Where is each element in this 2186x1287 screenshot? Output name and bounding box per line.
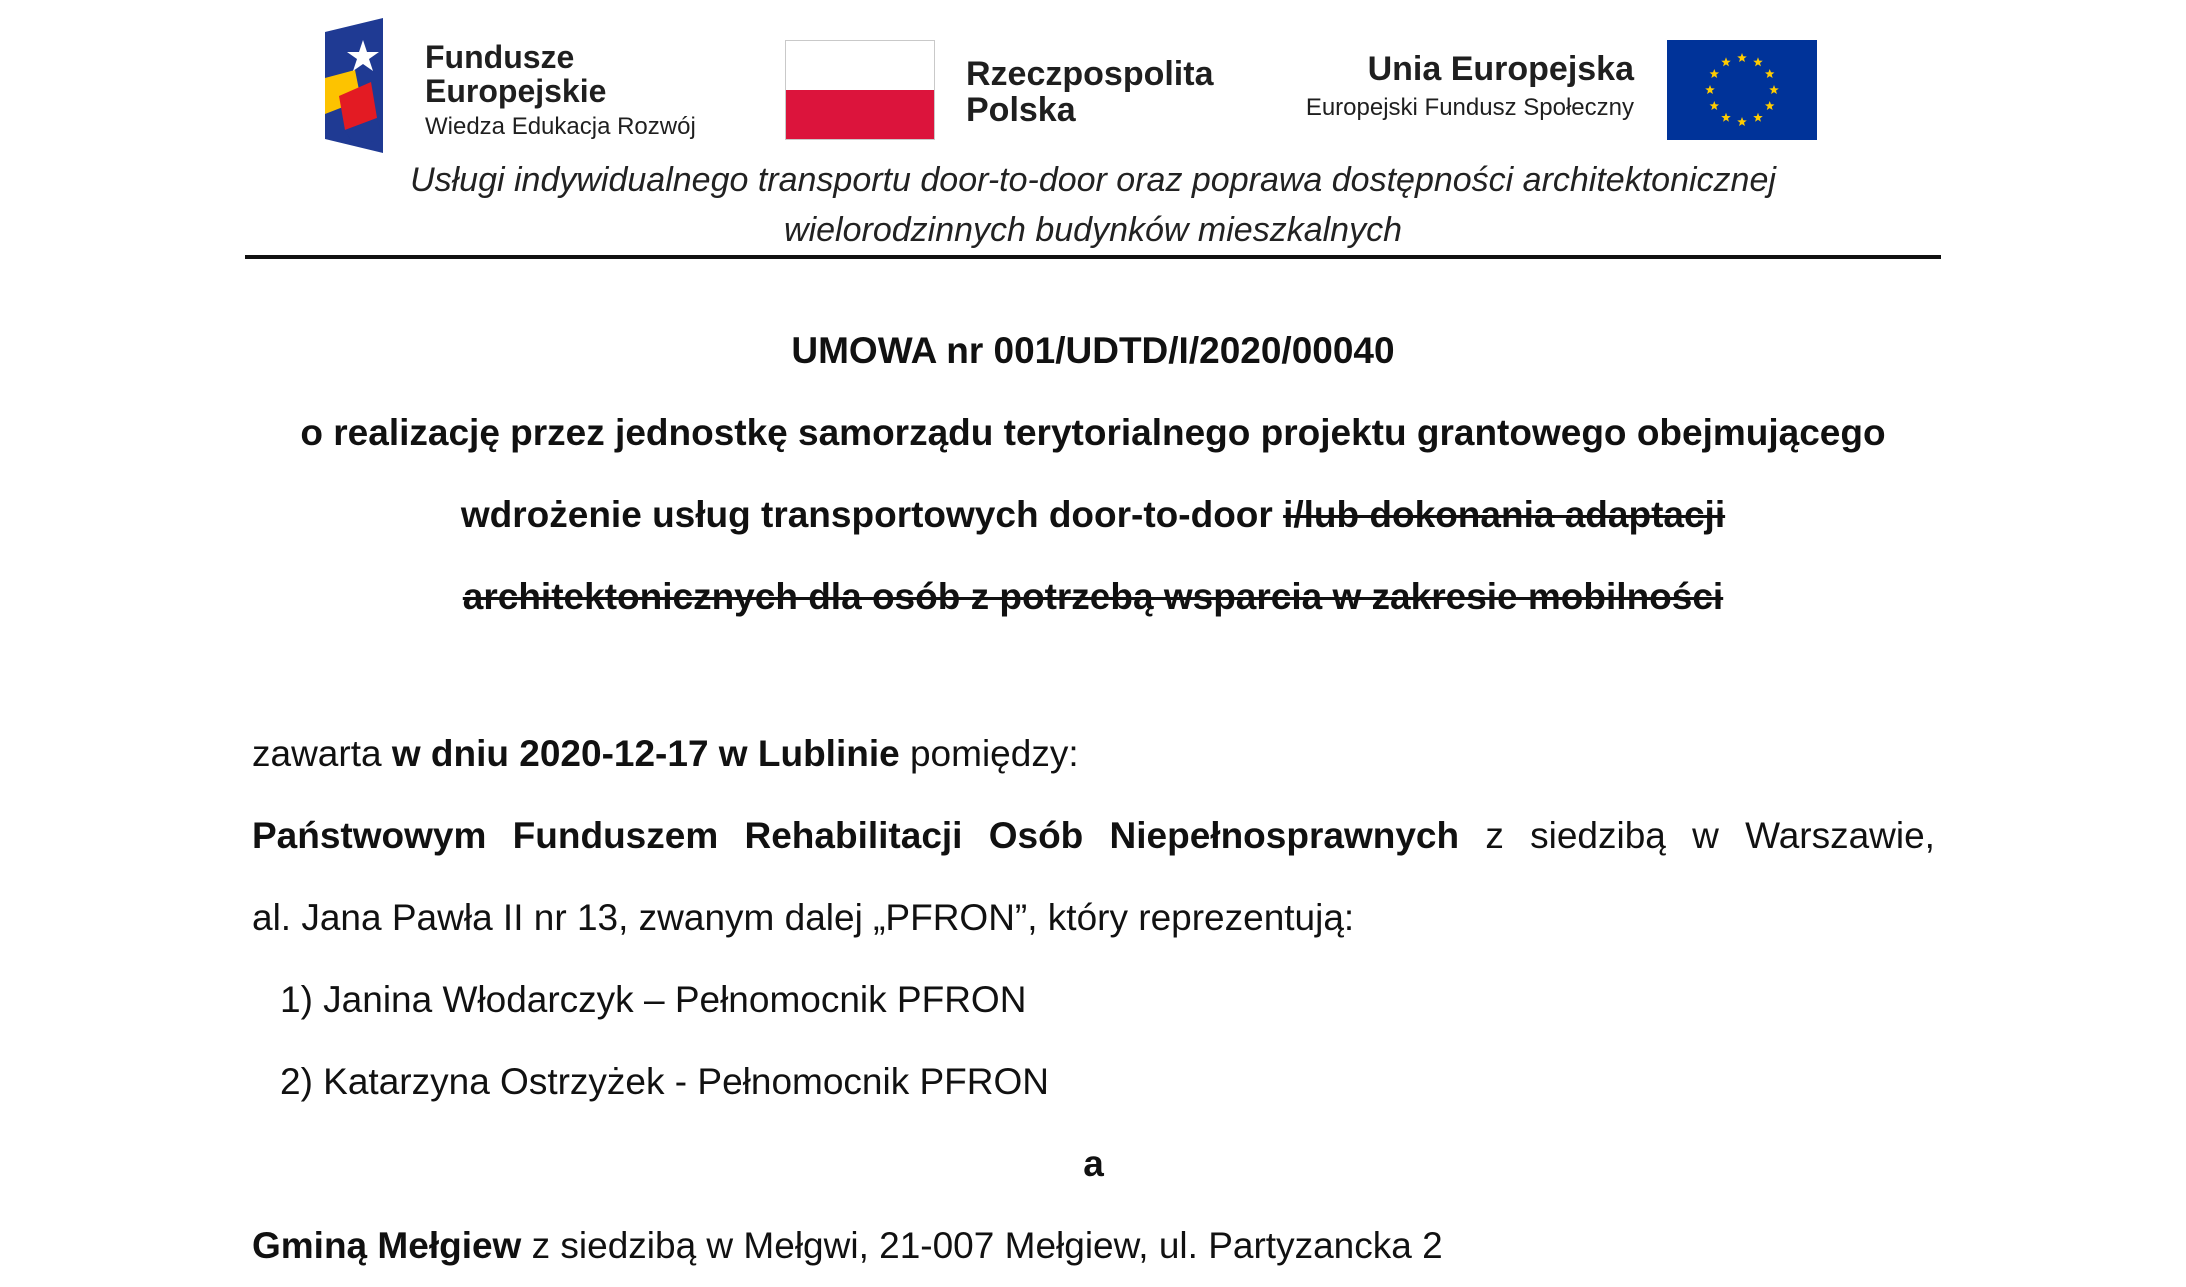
project-title: [245, 155, 1941, 255]
pfron-word: siedzibą: [1530, 815, 1666, 856]
heading-line3: [245, 474, 1941, 556]
header-divider: [245, 255, 1941, 259]
rp-line1: Rzeczpospolita: [966, 55, 1214, 93]
pfron-word: z: [1485, 815, 1504, 856]
document-heading: [245, 310, 1941, 638]
representative-item: 1) Janina Włodarczyk – Pełnomocnik PFRON: [280, 979, 1027, 1020]
heading-line4: [245, 556, 1941, 638]
gmina-name: Gminą Mełgiew: [252, 1225, 522, 1266]
project-title-line1: Usługi indywidualnego transportu door-to-door oraz poprawa dostępności architektonicznej: [410, 161, 1776, 199]
heading-line3-struck: i/lub dokonania adaptacji: [1283, 494, 1726, 535]
concluded-line: [252, 713, 1935, 795]
pfron-word: Rehabilitacji: [744, 815, 963, 856]
pfron-word: Państwowym: [252, 815, 487, 856]
heading-line4-struck: architektonicznych dla osób z potrzebą wsparcia w zakresie mobilności: [462, 576, 1724, 617]
fe-line2: Europejskie: [425, 73, 607, 109]
gmina-line: [252, 1205, 1935, 1287]
fe-subtitle: Wiedza Edukacja Rozwój: [425, 113, 696, 140]
header-logos: [0, 0, 2186, 160]
pfron-word: Funduszem: [512, 815, 719, 856]
concluded-prefix: zawarta: [252, 733, 382, 774]
pfron-address: al. Jana Pawła II nr 13, zwanym dalej „PFRON”, który reprezentują:: [252, 897, 1355, 938]
contract-number: UMOWA nr 001/UDTD/I/2020/00040: [791, 330, 1395, 371]
polish-flag-icon: [785, 40, 935, 140]
fe-line1: Fundusze: [425, 39, 575, 75]
pfron-word: w: [1692, 815, 1719, 856]
pfron-word: Warszawie,: [1745, 815, 1935, 856]
concluded-suffix: pomiędzy:: [909, 733, 1079, 774]
ue-title: Unia Europejska: [1367, 50, 1634, 88]
project-title-line2: wielorodzinnych budynków mieszkalnych: [784, 211, 1402, 249]
fundusze-europejskie-wordmark: [425, 40, 606, 108]
fundusze-europejskie-logo: [325, 18, 400, 153]
heading-line3-text: wdrożenie usług transportowych door-to-door: [460, 494, 1273, 535]
pfron-word: Osób: [988, 815, 1084, 856]
rzeczpospolita-wordmark: [966, 56, 1213, 128]
representative-item: 2) Katarzyna Ostrzyżek - Pełnomocnik PFRON: [280, 1061, 1049, 1102]
pfron-word: Niepełnosprawnych: [1109, 815, 1460, 856]
gmina-address: z siedzibą w Mełgwi, 21-007 Mełgiew, ul. Partyzancka 2: [531, 1225, 1443, 1266]
rp-line2: Polska: [966, 91, 1076, 129]
conjunction: a: [1083, 1143, 1104, 1184]
ue-subtitle: Europejski Fundusz Społeczny: [1305, 94, 1634, 121]
concluded-date-place: w dniu 2020-12-17 w Lublinie: [391, 733, 900, 774]
eu-flag-icon: [1667, 40, 1817, 140]
heading-line2: o realizację przez jednostkę samorządu terytorialnego projektu grantowego obejmującego: [300, 412, 1886, 453]
document-body: [252, 713, 1935, 1287]
pfron-line: [252, 795, 1935, 877]
